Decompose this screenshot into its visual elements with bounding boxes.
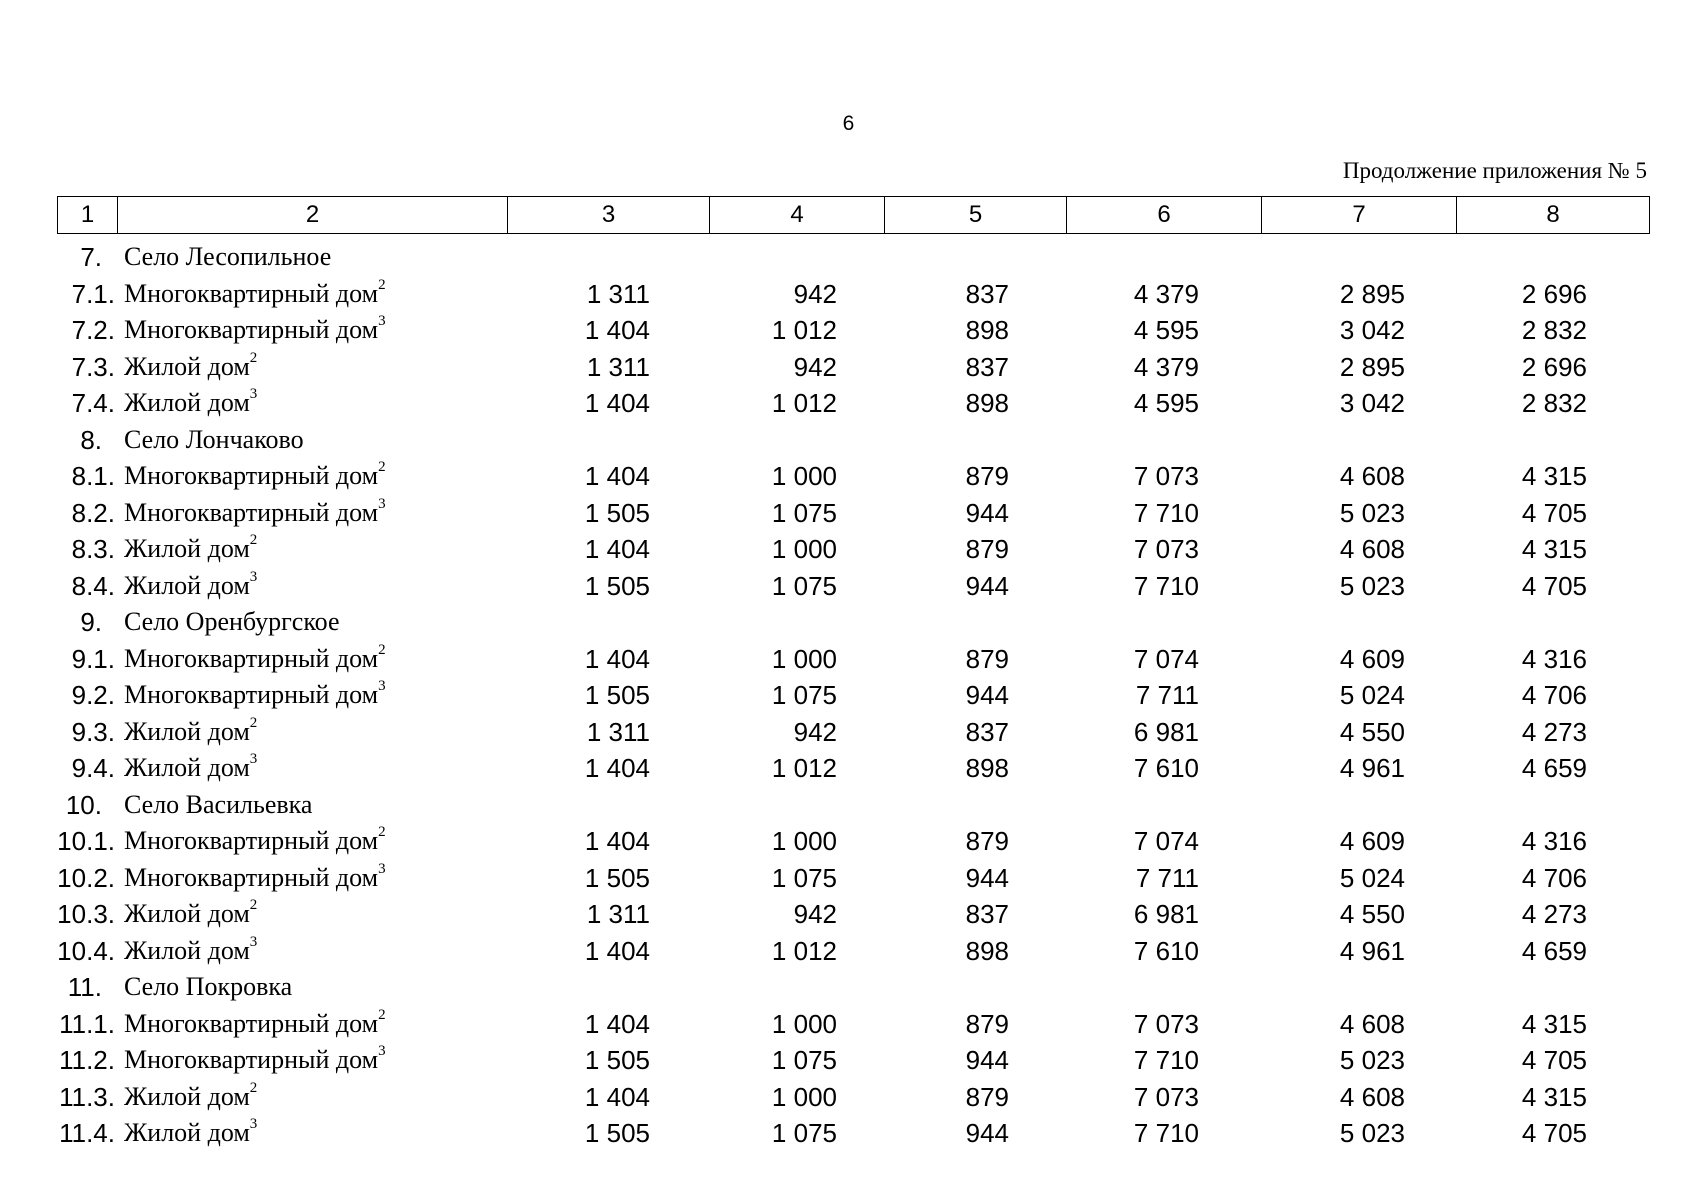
cell-col-6: 7 710 <box>1133 1118 1199 1148</box>
cell-col-5: 837 <box>965 351 1009 382</box>
cell-col-7: 4 608 <box>1339 1081 1405 1112</box>
row-number: 9.1. <box>71 643 115 674</box>
cell-col-6: 7 710 <box>1133 1045 1199 1075</box>
cell-col-3: 1 505 <box>584 862 650 893</box>
cell-col-7: 3 042 <box>1339 315 1405 345</box>
table-row <box>57 751 1649 788</box>
table-row <box>57 861 1649 898</box>
table-row <box>57 715 1649 752</box>
cell-col-7: 4 608 <box>1339 534 1405 564</box>
cell-col-5: 944 <box>965 497 1009 528</box>
column-header-8: 8 <box>1457 197 1650 234</box>
column-header-3: 3 <box>508 197 710 234</box>
table-row <box>57 386 1649 423</box>
cell-col-4: 1 000 <box>771 643 837 674</box>
cell-col-6: 7 610 <box>1133 935 1199 966</box>
cell-col-4: 1 075 <box>771 570 837 601</box>
section-row <box>57 240 1649 277</box>
cell-col-6: 7 711 <box>1135 680 1199 710</box>
cell-col-3: 1 404 <box>584 826 650 856</box>
row-number: 8.3. <box>71 534 115 564</box>
cell-col-6: 7 073 <box>1133 461 1199 491</box>
settlement-name <box>124 242 331 272</box>
cell-col-5: 944 <box>965 680 1009 710</box>
cell-col-7: 2 895 <box>1339 351 1405 382</box>
table-row <box>57 824 1649 861</box>
footnote-marker: 3 <box>378 1043 386 1060</box>
cell-col-6: 7 710 <box>1133 497 1199 528</box>
housing-type-label <box>124 1079 258 1112</box>
cell-col-3: 1 404 <box>584 461 650 491</box>
cell-col-6: 7 710 <box>1133 570 1199 601</box>
label-text: Многоквартирный дом <box>124 680 379 709</box>
header-row <box>58 197 1650 234</box>
label-text: Многоквартирный дом <box>124 497 379 527</box>
label-text: Многоквартирный дом <box>124 1008 379 1038</box>
label-text: Жилой дом <box>124 716 250 746</box>
row-number: 11.1. <box>59 1008 115 1039</box>
label-text: Жилой дом <box>124 388 250 417</box>
label-text: Многоквартирный дом <box>124 826 379 855</box>
housing-type-label <box>124 534 257 564</box>
table-row <box>57 532 1649 569</box>
cell-col-3: 1 505 <box>584 1118 650 1148</box>
cell-col-7: 5 023 <box>1339 1118 1405 1148</box>
housing-type-label <box>124 1006 386 1039</box>
footnote-marker: 3 <box>249 933 258 950</box>
cell-col-4: 1 000 <box>771 826 837 856</box>
footnote-marker: 3 <box>249 568 258 585</box>
cell-col-3: 1 404 <box>584 388 650 418</box>
cell-col-7: 4 961 <box>1339 753 1405 783</box>
cell-col-4: 1 075 <box>771 1118 837 1148</box>
table-row <box>57 496 1649 533</box>
footnote-marker: 2 <box>378 641 386 658</box>
label-text: Село Васильевка <box>124 789 313 819</box>
table-row <box>57 1007 1649 1044</box>
table-row <box>57 569 1649 606</box>
housing-type-label <box>124 714 258 747</box>
cell-col-7: 4 609 <box>1339 826 1405 856</box>
footnote-marker: 2 <box>249 349 258 366</box>
footnote-marker: 2 <box>249 714 258 731</box>
housing-type-label <box>124 276 386 309</box>
section-row <box>57 423 1649 460</box>
footnote-marker: 2 <box>249 532 258 549</box>
cell-col-4: 1 000 <box>771 1081 837 1112</box>
housing-type-label <box>124 388 257 418</box>
housing-type-label <box>124 1045 386 1075</box>
row-number: 11. <box>67 972 102 1002</box>
label-text: Село Лончаково <box>124 424 304 454</box>
footnote-marker: 3 <box>378 495 386 512</box>
column-header-1: 1 <box>58 197 118 234</box>
cell-col-6: 7 074 <box>1133 643 1199 674</box>
housing-type-label <box>124 860 386 893</box>
footnote-marker: 3 <box>378 860 386 877</box>
cell-col-7: 4 550 <box>1339 899 1405 929</box>
cell-col-4: 942 <box>793 716 837 747</box>
cell-col-8: 4 705 <box>1521 1118 1587 1148</box>
cell-col-5: 837 <box>965 278 1009 309</box>
cell-col-8: 4 316 <box>1521 826 1587 856</box>
row-number: 9.4. <box>71 753 115 783</box>
label-text: Село Лесопильное <box>124 242 332 271</box>
cell-col-8: 4 706 <box>1521 862 1587 893</box>
cell-col-4: 1 012 <box>771 388 837 418</box>
cell-col-3: 1 311 <box>586 716 650 747</box>
housing-type-label <box>124 349 258 382</box>
label-text: Многоквартирный дом <box>124 461 379 490</box>
label-text: Село Оренбургское <box>124 607 340 636</box>
cell-col-4: 1 012 <box>771 935 837 966</box>
column-header-7: 7 <box>1262 197 1457 234</box>
cell-col-8: 4 705 <box>1521 1045 1587 1075</box>
row-number: 11.4. <box>59 1118 115 1148</box>
cell-col-7: 5 023 <box>1339 1045 1405 1075</box>
row-number: 9.2. <box>71 680 115 710</box>
cell-col-5: 879 <box>965 1081 1009 1112</box>
row-number: 7.4. <box>71 388 115 418</box>
label-text: Жилой дом <box>124 351 250 381</box>
row-number: 8. <box>80 424 102 455</box>
label-text: Многоквартирный дом <box>124 643 379 673</box>
settlement-name <box>124 607 340 637</box>
column-header-6: 6 <box>1067 197 1262 234</box>
table-row <box>57 1116 1649 1153</box>
footnote-marker: 2 <box>378 459 386 476</box>
row-number: 8.1. <box>71 461 115 491</box>
label-text: Жилой дом <box>124 1118 250 1147</box>
settlement-name <box>124 425 304 455</box>
housing-type-label <box>124 933 258 966</box>
row-number: 8.2. <box>71 497 115 528</box>
column-header-4: 4 <box>710 197 885 234</box>
cell-col-8: 4 316 <box>1521 643 1587 674</box>
cell-col-5: 898 <box>965 935 1009 966</box>
label-text: Жилой дом <box>124 570 250 600</box>
cell-col-7: 2 895 <box>1339 278 1405 309</box>
footnote-marker: 2 <box>378 276 386 293</box>
row-number: 7.2. <box>71 315 115 345</box>
cell-col-7: 5 024 <box>1339 680 1405 710</box>
cell-col-3: 1 404 <box>584 1081 650 1112</box>
cell-col-4: 1 075 <box>771 680 837 710</box>
table-row <box>57 1080 1649 1117</box>
cell-col-6: 7 074 <box>1133 826 1199 856</box>
cell-col-3: 1 505 <box>584 680 650 710</box>
cell-col-4: 1 000 <box>771 534 837 564</box>
cell-col-4: 1 075 <box>771 497 837 528</box>
cell-col-6: 7 073 <box>1133 1008 1199 1039</box>
row-number: 9.3. <box>71 716 115 747</box>
housing-type-label <box>124 568 258 601</box>
table-body <box>57 240 1649 1153</box>
section-row <box>57 605 1649 642</box>
page-number: 6 <box>842 112 855 135</box>
table-row <box>57 897 1649 934</box>
cell-col-6: 6 981 <box>1133 899 1199 929</box>
row-number: 7.1. <box>71 278 115 309</box>
cell-col-8: 4 315 <box>1521 461 1587 491</box>
housing-type-label <box>124 641 386 674</box>
label-text: Село Покровка <box>124 972 293 1001</box>
cell-col-8: 2 696 <box>1521 278 1587 309</box>
footnote-marker: 3 <box>249 1116 258 1133</box>
cell-col-5: 944 <box>965 570 1009 601</box>
cell-col-7: 4 608 <box>1339 1008 1405 1039</box>
row-number: 10.4. <box>57 935 115 966</box>
footnote-marker: 2 <box>378 1006 386 1023</box>
row-number: 10.2. <box>57 862 115 893</box>
footnote-marker: 2 <box>249 1079 258 1096</box>
row-number: 11.3. <box>59 1081 115 1112</box>
settlement-name <box>124 972 292 1002</box>
cell-col-7: 5 023 <box>1339 497 1405 528</box>
cell-col-5: 879 <box>965 461 1009 491</box>
table-row <box>57 934 1649 971</box>
cell-col-4: 1 075 <box>771 1045 837 1075</box>
cell-col-5: 879 <box>965 643 1009 674</box>
cell-col-5: 944 <box>965 1118 1009 1148</box>
cell-col-5: 944 <box>965 1045 1009 1075</box>
footnote-marker: 3 <box>378 678 386 695</box>
cell-col-4: 1 012 <box>771 315 837 345</box>
housing-type-label <box>124 753 257 783</box>
footnote-marker: 3 <box>249 751 258 768</box>
cell-col-3: 1 311 <box>586 899 650 929</box>
cell-col-6: 7 073 <box>1133 1081 1199 1112</box>
cell-col-6: 4 379 <box>1133 351 1199 382</box>
cell-col-8: 4 315 <box>1521 534 1587 564</box>
cell-col-6: 6 981 <box>1133 716 1199 747</box>
section-row <box>57 970 1649 1007</box>
table-row <box>57 459 1649 496</box>
cell-col-8: 4 315 <box>1521 1081 1587 1112</box>
table-row <box>57 350 1649 387</box>
cell-col-6: 4 379 <box>1133 278 1199 309</box>
cell-col-3: 1 311 <box>586 351 650 382</box>
label-text: Жилой дом <box>124 899 250 928</box>
cell-col-3: 1 404 <box>584 753 650 783</box>
housing-type-label <box>124 495 386 528</box>
label-text: Многоквартирный дом <box>124 278 379 308</box>
cell-col-4: 1 000 <box>771 461 837 491</box>
table-row <box>57 678 1649 715</box>
cell-col-8: 4 273 <box>1521 716 1587 747</box>
cell-col-3: 1 404 <box>584 315 650 345</box>
appendix-subtitle: Продолжение приложения № 5 <box>1342 158 1647 183</box>
cell-col-7: 4 608 <box>1339 461 1405 491</box>
cell-col-8: 4 659 <box>1521 753 1587 783</box>
cell-col-6: 7 711 <box>1135 862 1199 893</box>
row-number: 9. <box>80 607 102 637</box>
cell-col-4: 942 <box>793 278 837 309</box>
label-text: Многоквартирный дом <box>124 1045 379 1074</box>
cell-col-3: 1 404 <box>584 534 650 564</box>
cell-col-7: 5 024 <box>1339 862 1405 893</box>
label-text: Жилой дом <box>124 534 250 563</box>
cell-col-5: 898 <box>965 753 1009 783</box>
label-text: Жилой дом <box>124 1081 250 1111</box>
table-header <box>57 196 1650 234</box>
housing-type-label <box>124 899 257 929</box>
cell-col-8: 2 832 <box>1521 388 1587 418</box>
housing-type-label <box>124 826 386 856</box>
row-number: 10.3. <box>57 899 115 929</box>
cell-col-8: 4 659 <box>1521 935 1587 966</box>
cell-col-4: 1 000 <box>771 1008 837 1039</box>
footnote-marker: 2 <box>249 897 258 914</box>
housing-type-label <box>124 680 386 710</box>
cell-col-5: 898 <box>965 315 1009 345</box>
section-row <box>57 788 1649 825</box>
row-number: 8.4. <box>71 570 115 601</box>
cell-col-8: 4 706 <box>1521 680 1587 710</box>
label-text: Многоквартирный дом <box>124 862 379 892</box>
cell-col-5: 837 <box>965 716 1009 747</box>
row-number: 11.2. <box>59 1045 115 1075</box>
cell-col-5: 944 <box>965 862 1009 893</box>
label-text: Многоквартирный дом <box>124 315 379 344</box>
cell-col-4: 1 012 <box>771 753 837 783</box>
cell-col-6: 4 595 <box>1133 315 1199 345</box>
table-row <box>57 1043 1649 1080</box>
housing-type-label <box>124 315 386 345</box>
table-row <box>57 277 1649 314</box>
cell-col-4: 942 <box>793 899 837 929</box>
cell-col-8: 4 705 <box>1521 497 1587 528</box>
cell-col-8: 2 832 <box>1521 315 1587 345</box>
cell-col-5: 898 <box>965 388 1009 418</box>
cell-col-5: 837 <box>965 899 1009 929</box>
column-header-2: 2 <box>118 197 508 234</box>
label-text: Жилой дом <box>124 753 250 782</box>
cell-col-6: 4 595 <box>1133 388 1199 418</box>
cell-col-6: 7 073 <box>1133 534 1199 564</box>
table-row <box>57 642 1649 679</box>
row-number: 10.1. <box>57 826 115 856</box>
cell-col-7: 3 042 <box>1339 388 1405 418</box>
cell-col-4: 1 075 <box>771 862 837 893</box>
cell-col-7: 4 550 <box>1339 716 1405 747</box>
table-row <box>57 313 1649 350</box>
cell-col-7: 5 023 <box>1339 570 1405 601</box>
footnote-marker: 3 <box>378 313 386 330</box>
cell-col-5: 879 <box>965 534 1009 564</box>
footnote-marker: 2 <box>378 824 386 841</box>
column-header-5: 5 <box>885 197 1067 234</box>
cell-col-7: 4 609 <box>1339 643 1405 674</box>
cell-col-7: 4 961 <box>1339 935 1405 966</box>
cell-col-3: 1 505 <box>584 570 650 601</box>
cell-col-3: 1 404 <box>584 935 650 966</box>
footnote-marker: 3 <box>249 386 258 403</box>
cell-col-3: 1 505 <box>584 1045 650 1075</box>
cell-col-5: 879 <box>965 1008 1009 1039</box>
cell-col-8: 4 705 <box>1521 570 1587 601</box>
row-number: 7.3. <box>71 351 115 382</box>
row-number: 7. <box>80 242 102 272</box>
cell-col-6: 7 610 <box>1133 753 1199 783</box>
cell-col-8: 4 315 <box>1521 1008 1587 1039</box>
row-number: 10. <box>65 789 102 820</box>
cell-col-5: 879 <box>965 826 1009 856</box>
cell-col-3: 1 505 <box>584 497 650 528</box>
cell-col-8: 2 696 <box>1521 351 1587 382</box>
label-text: Жилой дом <box>124 935 250 965</box>
cell-col-3: 1 404 <box>584 1008 650 1039</box>
cell-col-8: 4 273 <box>1521 899 1587 929</box>
housing-type-label <box>124 461 386 491</box>
housing-type-label <box>124 1118 257 1148</box>
settlement-name <box>124 790 312 820</box>
cell-col-3: 1 311 <box>586 278 650 309</box>
cell-col-3: 1 404 <box>584 643 650 674</box>
cell-col-4: 942 <box>793 351 837 382</box>
